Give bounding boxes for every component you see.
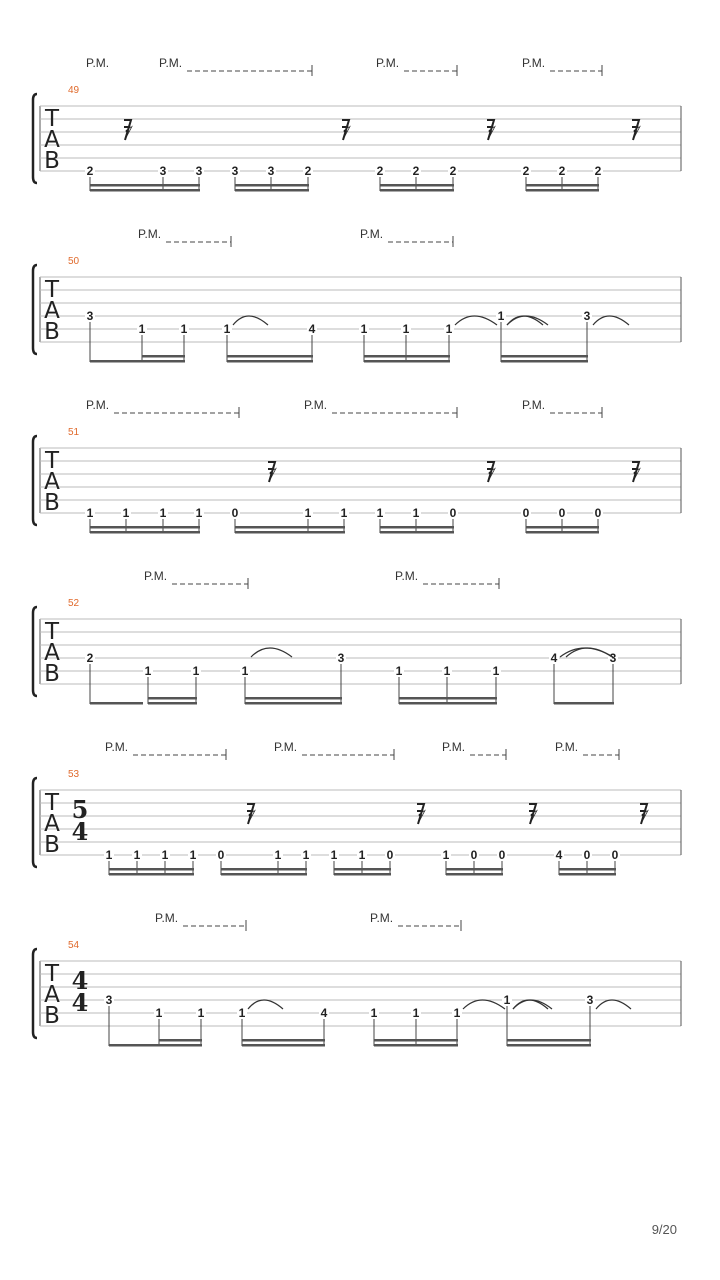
sixteenth-rest: 𝄿	[341, 118, 349, 143]
fret-number: 2	[594, 164, 602, 178]
beam	[364, 355, 450, 358]
beam	[90, 526, 200, 529]
fret-number: 0	[522, 506, 530, 520]
tie-arc	[593, 316, 629, 325]
fret-number: 1	[195, 506, 203, 520]
beam	[526, 184, 599, 187]
beam	[526, 526, 599, 529]
fret-number: 3	[583, 309, 591, 323]
palm-mute-label: P.M.	[105, 740, 129, 754]
palm-mute-label: P.M.	[144, 569, 168, 583]
fret-number: 4	[320, 1006, 328, 1020]
bar-number: 50	[68, 256, 80, 267]
beam	[380, 526, 454, 529]
beam	[554, 702, 614, 705]
time-signature-top: 4	[71, 966, 89, 995]
fret-number: 1	[442, 848, 450, 862]
fret-number: 1	[445, 322, 453, 336]
bar-number: 54	[68, 940, 80, 951]
fret-number: 2	[86, 651, 94, 665]
beam	[221, 868, 307, 871]
tab-clef-letter: T	[44, 106, 60, 132]
sixteenth-rest: 𝄿	[528, 802, 536, 827]
fret-number: 1	[155, 1006, 163, 1020]
tab-clef-letter: A	[44, 811, 60, 837]
palm-mute-label: P.M.	[86, 398, 110, 412]
fret-number: 1	[412, 1006, 420, 1020]
fret-number: 1	[105, 848, 113, 862]
sixteenth-rest: 𝄿	[416, 802, 424, 827]
sixteenth-rest: 𝄿	[246, 802, 254, 827]
fret-number: 1	[395, 664, 403, 678]
system-bracket	[33, 436, 37, 525]
page-number: 9/20	[651, 1222, 677, 1237]
tie-arc	[251, 648, 292, 657]
beam	[374, 1039, 458, 1042]
system-bracket	[33, 94, 37, 183]
beam	[559, 868, 616, 871]
beam	[142, 355, 185, 358]
fret-number: 3	[586, 993, 594, 1007]
beam	[245, 702, 342, 705]
fret-number: 1	[443, 664, 451, 678]
beam	[90, 189, 200, 192]
fret-number: 4	[555, 848, 563, 862]
fret-number: 1	[86, 506, 94, 520]
fret-number: 1	[376, 506, 384, 520]
beam	[109, 1044, 162, 1047]
beam	[109, 868, 194, 871]
tie-arc	[248, 1000, 283, 1009]
system-bracket	[33, 265, 37, 354]
tab-clef-letter: A	[44, 640, 60, 666]
beam	[507, 1039, 591, 1042]
beam	[501, 360, 588, 363]
beam	[109, 873, 194, 876]
fret-number: 1	[159, 506, 167, 520]
time-signature-top: 5	[71, 795, 89, 824]
palm-mute-label: P.M.	[395, 569, 419, 583]
fret-number: 0	[583, 848, 591, 862]
beam	[227, 355, 313, 358]
fret-number: 0	[386, 848, 394, 862]
system-bracket	[33, 778, 37, 867]
tab-clef-letter: T	[44, 448, 60, 474]
fret-number: 2	[412, 164, 420, 178]
beam	[334, 868, 391, 871]
fret-number: 2	[522, 164, 530, 178]
fret-number: 1	[302, 848, 310, 862]
beam	[235, 184, 309, 187]
beam	[334, 873, 391, 876]
fret-number: 2	[304, 164, 312, 178]
fret-number: 1	[238, 1006, 246, 1020]
palm-mute-label: P.M.	[86, 56, 110, 70]
fret-number: 1	[180, 322, 188, 336]
tab-clef-letter: T	[44, 790, 60, 816]
fret-number: 1	[330, 848, 338, 862]
fret-number: 3	[609, 651, 617, 665]
tab-clef-letter: T	[44, 277, 60, 303]
beam	[235, 531, 345, 534]
fret-number: 1	[503, 993, 511, 1007]
fret-number: 1	[144, 664, 152, 678]
beam	[380, 184, 454, 187]
fret-number: 1	[492, 664, 500, 678]
beam	[507, 1044, 591, 1047]
sixteenth-rest: 𝄿	[486, 118, 494, 143]
time-signature-bottom: 4	[71, 817, 89, 846]
sixteenth-rest: 𝄿	[267, 460, 275, 485]
fret-number: 1	[304, 506, 312, 520]
tie-arc	[233, 316, 268, 325]
beam	[90, 184, 200, 187]
beam	[148, 697, 197, 700]
tab-clef-letter: B	[44, 148, 60, 174]
fret-number: 2	[376, 164, 384, 178]
palm-mute-label: P.M.	[159, 56, 183, 70]
fret-number: 2	[449, 164, 457, 178]
fret-number: 1	[370, 1006, 378, 1020]
beam	[242, 1044, 325, 1047]
beam	[374, 1044, 458, 1047]
fret-number: 4	[550, 651, 558, 665]
tab-clef-letter: T	[44, 619, 60, 645]
fret-number: 3	[86, 309, 94, 323]
tab-clef-letter: B	[44, 490, 60, 516]
palm-mute-label: P.M.	[274, 740, 298, 754]
sixteenth-rest: 𝄿	[639, 802, 647, 827]
fret-number: 0	[594, 506, 602, 520]
fret-number: 3	[231, 164, 239, 178]
fret-number: 1	[340, 506, 348, 520]
palm-mute-label: P.M.	[155, 911, 179, 925]
fret-number: 1	[161, 848, 169, 862]
sixteenth-rest: 𝄿	[631, 118, 639, 143]
sixteenth-rest: 𝄿	[631, 460, 639, 485]
beam	[446, 868, 503, 871]
beam	[159, 1039, 202, 1042]
fret-number: 0	[217, 848, 225, 862]
fret-number: 2	[86, 164, 94, 178]
bar-number: 49	[68, 85, 80, 96]
bar-number: 51	[68, 427, 80, 438]
tie-arc	[455, 316, 497, 325]
beam	[142, 360, 185, 363]
fret-number: 1	[189, 848, 197, 862]
bar-number: 52	[68, 598, 80, 609]
beam	[559, 873, 616, 876]
palm-mute-label: P.M.	[442, 740, 466, 754]
fret-number: 3	[267, 164, 275, 178]
beam	[148, 702, 197, 705]
beam	[399, 702, 497, 705]
beam	[90, 531, 200, 534]
fret-number: 1	[358, 848, 366, 862]
tab-clef-letter: T	[44, 961, 60, 987]
fret-number: 1	[223, 322, 231, 336]
time-signature-bottom: 4	[71, 988, 89, 1017]
palm-mute-label: P.M.	[138, 227, 162, 241]
beam	[526, 531, 599, 534]
beam	[242, 1039, 325, 1042]
fret-number: 0	[558, 506, 566, 520]
palm-mute-label: P.M.	[522, 56, 546, 70]
fret-number: 3	[105, 993, 113, 1007]
beam	[245, 697, 342, 700]
fret-number: 3	[337, 651, 345, 665]
palm-mute-label: P.M.	[304, 398, 328, 412]
tab-clef-letter: A	[44, 469, 60, 495]
palm-mute-label: P.M.	[555, 740, 579, 754]
beam	[380, 189, 454, 192]
beam	[221, 873, 307, 876]
system-bracket	[33, 949, 37, 1038]
beam	[364, 360, 450, 363]
fret-number: 1	[192, 664, 200, 678]
sixteenth-rest: 𝄿	[486, 460, 494, 485]
fret-number: 1	[133, 848, 141, 862]
tab-clef-letter: B	[44, 661, 60, 687]
bar-number: 53	[68, 769, 80, 780]
tab-clef-letter: A	[44, 298, 60, 324]
beam	[501, 355, 588, 358]
beam	[159, 1044, 202, 1047]
tie-arc	[596, 1000, 631, 1009]
fret-number: 1	[138, 322, 146, 336]
fret-number: 1	[497, 309, 505, 323]
fret-number: 3	[159, 164, 167, 178]
beam	[235, 526, 345, 529]
beam	[235, 189, 309, 192]
tab-clef-letter: B	[44, 832, 60, 858]
beam	[526, 189, 599, 192]
tab-clef-letter: B	[44, 319, 60, 345]
fret-number: 0	[611, 848, 619, 862]
tie-arc	[463, 1000, 505, 1009]
fret-number: 1	[360, 322, 368, 336]
fret-number: 2	[558, 164, 566, 178]
fret-number: 0	[449, 506, 457, 520]
fret-number: 1	[197, 1006, 205, 1020]
fret-number: 4	[308, 322, 316, 336]
palm-mute-label: P.M.	[376, 56, 400, 70]
beam	[399, 697, 497, 700]
palm-mute-label: P.M.	[522, 398, 546, 412]
tab-clef-letter: A	[44, 982, 60, 1008]
fret-number: 0	[498, 848, 506, 862]
fret-number: 3	[195, 164, 203, 178]
fret-number: 0	[231, 506, 239, 520]
system-bracket	[33, 607, 37, 696]
fret-number: 1	[412, 506, 420, 520]
sixteenth-rest: 𝄿	[123, 118, 131, 143]
beam	[90, 702, 143, 705]
beam	[380, 531, 454, 534]
tab-clef-letter: A	[44, 127, 60, 153]
fret-number: 1	[402, 322, 410, 336]
fret-number: 1	[274, 848, 282, 862]
beam	[446, 873, 503, 876]
tab-clef-letter: B	[44, 1003, 60, 1029]
beam	[227, 360, 313, 363]
fret-number: 1	[453, 1006, 461, 1020]
palm-mute-label: P.M.	[370, 911, 394, 925]
palm-mute-label: P.M.	[360, 227, 384, 241]
fret-number: 1	[122, 506, 130, 520]
fret-number: 0	[470, 848, 478, 862]
fret-number: 1	[241, 664, 249, 678]
beam	[90, 360, 143, 363]
